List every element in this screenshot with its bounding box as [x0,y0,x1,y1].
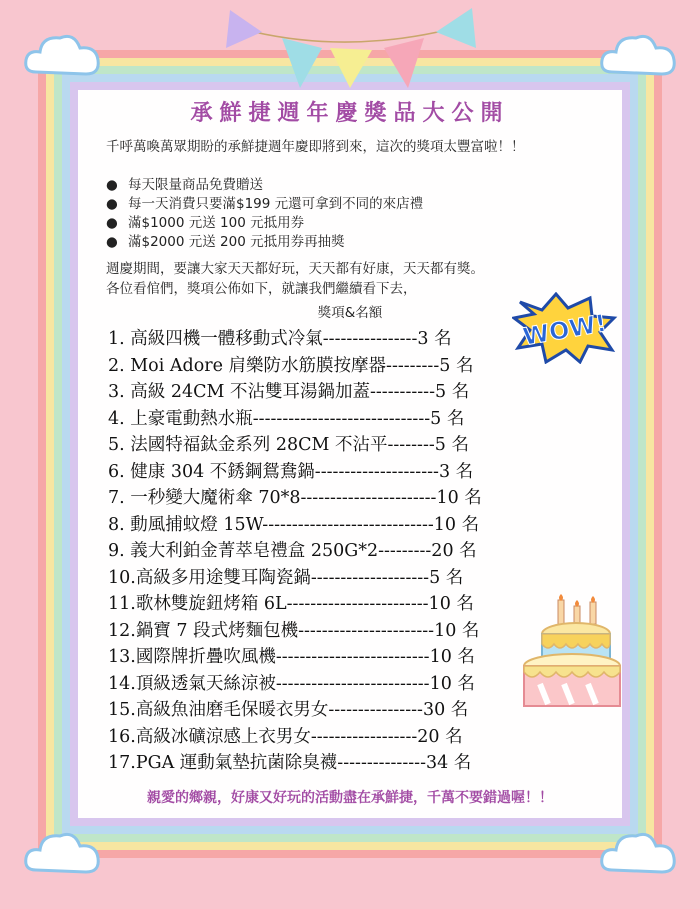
birthday-cake-icon [516,592,628,722]
prize-item: 12.鍋寶 7 段式烤麵包機-----------------------10 名 [108,620,480,641]
prize-item: 17.PGA 運動氣墊抗菌除臭襪---------------34 名 [108,753,472,773]
promo-item: ● 每天限量商品免費贈送 [106,177,263,193]
wow-text: WOW! [520,308,609,352]
outro-text: 週慶期間，要讓大家天天都好玩，天天都有好康，天天都有獎。 各位看倌們，獎項公佈如下，就讓我們繼續看下去， [106,261,484,297]
prize-item: 4. 上豪電動熱水瓶------------------------------5 名 [108,408,465,429]
prize-item: 9. 義大利鉑金菁萃皂禮盒 250G*2---------20 名 [108,541,477,561]
prize-heading: 獎項&名額 [317,305,383,321]
prize-item: 8. 動風捕蚊燈 15W-----------------------------10 名 [108,514,480,535]
cloud-icon [22,28,104,86]
prize-item: 10.高級多用途雙耳陶瓷鍋--------------------5 名 [108,567,464,588]
promo-item: ● 滿$1000 元送 100 元抵用券 [106,215,305,231]
cloud-icon [22,826,104,884]
prize-item: 15.高級魚油磨毛保暖衣男女----------------30 名 [108,700,469,720]
prize-item: 13.國際牌折疊吹風機--------------------------10 名 [108,647,475,667]
footer-message: 親愛的鄉親，好康又好玩的活動盡在承鮮捷，千萬不要錯過喔！！ [147,790,553,806]
cloud-icon [598,826,680,884]
bullet-icon: ● [106,234,118,250]
bullet-icon: ● [106,177,118,193]
prize-item: 2. Moi Adore 肩樂防水筋膜按摩器---------5 名 [108,355,474,376]
bullet-icon: ● [106,196,118,212]
promo-list [106,176,423,252]
prize-item: 3. 高級 24CM 不沾雙耳湯鍋加蓋-----------5 名 [108,382,470,402]
intro-text: 千呼萬喚萬眾期盼的承鮮捷週年慶即將到來，這次的獎項太豐富啦！！ [106,139,525,155]
bullet-icon: ● [106,215,118,231]
prize-item: 1. 高級四機一體移動式冷氣----------------3 名 [108,329,452,349]
prize-item: 14.頂級透氣天絲涼被--------------------------10 名 [108,673,475,694]
pennant-bunting [0,0,700,100]
prize-list [108,326,482,777]
cloud-icon [598,28,680,86]
prize-item: 7. 一秒變大魔術傘 70*8-----------------------10 名 [108,488,482,508]
wow-sticker [512,292,618,364]
prize-item: 6. 健康 304 不銹鋼鴛鴦鍋---------------------3 名 [108,461,474,482]
prize-item: 16.高級冰礦涼感上衣男女------------------20 名 [108,726,463,747]
prize-item: 11.歌林雙旋鈕烤箱 6L------------------------10 名 [108,594,474,614]
poster-title: 承鮮捷週年慶獎品大公開 [190,101,510,126]
prize-item: 5. 法國特福鈦金系列 28CM 不沾平--------5 名 [108,435,469,455]
promo-item: ● 滿$2000 元送 200 元抵用券再抽獎 [106,234,345,250]
promo-item: ● 每一天消費只要滿$199 元還可拿到不同的來店禮 [106,196,424,212]
